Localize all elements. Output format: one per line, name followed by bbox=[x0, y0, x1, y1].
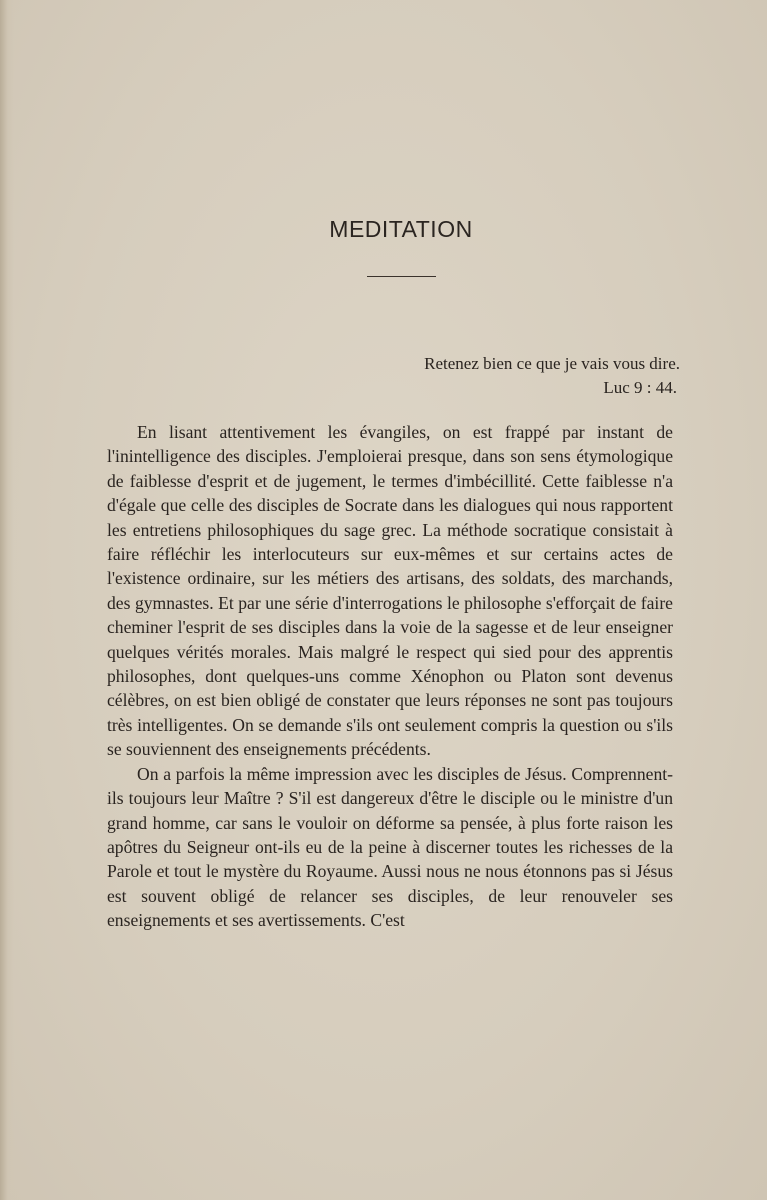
epigraph-quote: Retenez bien ce que je vais vous dire. bbox=[424, 354, 680, 373]
epigraph-reference: Luc 9 : 44. bbox=[603, 378, 677, 397]
body-text bbox=[107, 420, 673, 933]
paragraph-2: On a parfois la même impression avec les disciples de Jésus. Comprennent-ils toujours leur Maître ? S'il est dangereux d'être le disciple ou le ministre d'un grand homme, car sans le vouloir on déforme sa pensée, à plus forte raison les apôtres du Seigneur ont-ils eu de la peine à discerner toutes les richesses de la Parole et tout le mystère du Royaume. Aussi nous ne nous étonnons pas si Jésus est souvent obligé de relancer ses disciples, de leur renouveler ses enseignements et ses avertissements. C'est bbox=[107, 763, 673, 931]
epigraph bbox=[424, 352, 680, 400]
page-binding-edge bbox=[0, 0, 14, 1200]
title-divider bbox=[367, 276, 436, 277]
paragraph-1: En lisant attentivement les évangiles, on est frappé par instant de l'inintelligence des disciples. J'emploierai presque, dans son sens étymologique de faiblesse d'esprit et de jugement, le termes d'imbécillité. Cette faiblesse n'a d'égale que celle des disciples de Socrate dans les dialogues qui nous rapportent les entretiens philosophiques du sage grec. La méthode socratique consistait à faire réfléchir les interlocuteurs sur eux-mêmes et sur certains actes de l'existence ordinaire, sur les métiers des artisans, des soldats, des marchands, des gymnastes. Et par une série d'interrogations le philosophe s'efforçait de faire cheminer l'esprit de ses disciples dans la voie de la sagesse et de leur enseigner quelques vérités morales. Mais malgré le respect qui sied pour des apprentis philosophes, dont quelques-uns comme Xénophon ou Platon sont devenus célèbres, on est bien obligé de constater que leurs réponses ne sont pas toujours très intelligentes. On se demande s'ils ont seulement compris la question ou s'ils se souviennent des enseignements précédents. bbox=[107, 422, 673, 760]
page-title: MEDITATION bbox=[329, 216, 473, 242]
